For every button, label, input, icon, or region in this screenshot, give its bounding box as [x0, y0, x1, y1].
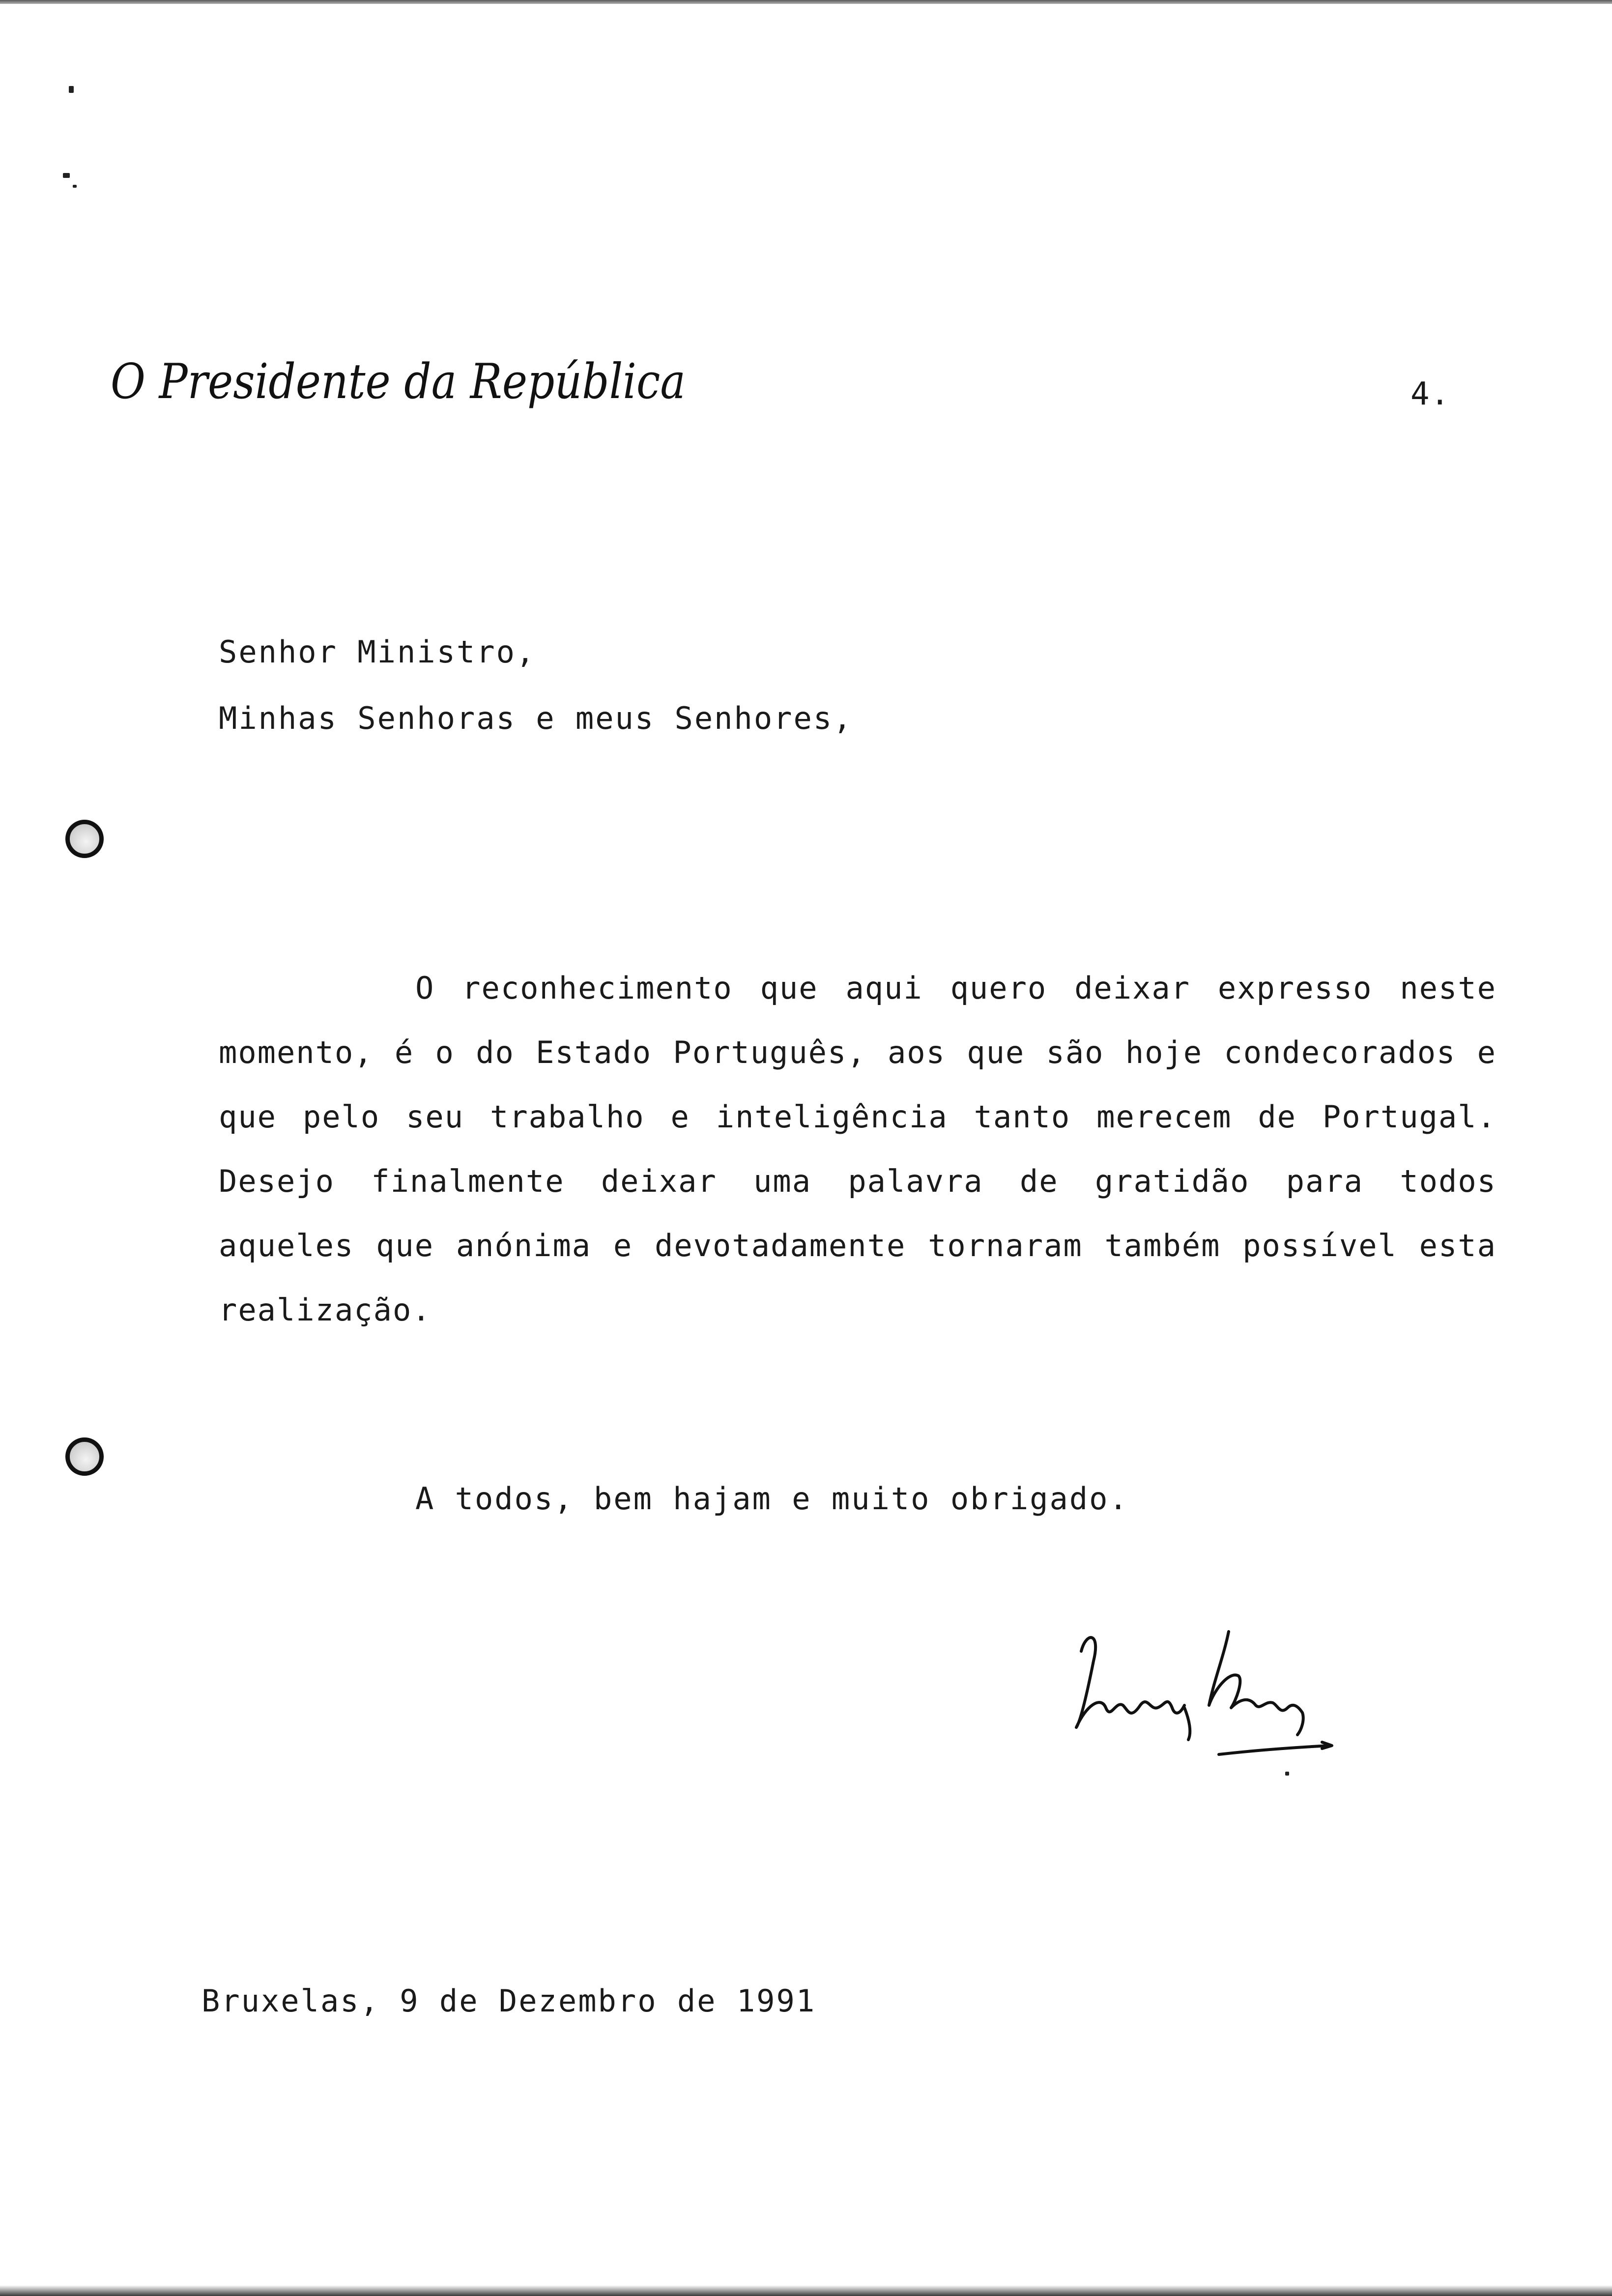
body-word: Português,: [673, 1034, 866, 1070]
body-word: de: [1258, 1099, 1297, 1135]
body-word: expresso: [1217, 970, 1373, 1006]
letterhead-script-logo: [106, 344, 695, 423]
body-word: possível: [1242, 1228, 1397, 1263]
body-word: merecem: [1096, 1099, 1232, 1135]
scan-speck: [63, 173, 70, 178]
body-word: deixar: [601, 1163, 717, 1199]
body-word: anónima: [456, 1228, 592, 1263]
body-word: Portugal.: [1322, 1099, 1497, 1135]
body-word: aqueles: [219, 1228, 354, 1263]
scan-edge-top: [0, 0, 1612, 4]
scan-speck: [73, 185, 77, 188]
body-word: e: [613, 1228, 633, 1263]
body-word: momento,: [219, 1034, 374, 1070]
body-word: que: [760, 970, 818, 1006]
body-line: [219, 1149, 1497, 1213]
body-word: O: [415, 970, 435, 1006]
body-line: [219, 1085, 1497, 1149]
body-word: hoje: [1125, 1034, 1203, 1070]
body-word: trabalho: [490, 1099, 645, 1135]
body-word: aqui: [845, 970, 923, 1006]
body-word: pelo: [302, 1099, 380, 1135]
body-word: aos: [887, 1034, 946, 1070]
punch-hole-bottom: [65, 1437, 104, 1476]
body-word: e: [1477, 1034, 1497, 1070]
scan-edge-bottom: [0, 2285, 1612, 2296]
body-word: esta: [1419, 1228, 1497, 1263]
body-word: de: [1019, 1163, 1059, 1199]
body-word: que: [376, 1228, 434, 1263]
body-word: o: [435, 1034, 455, 1070]
body-word: para: [1286, 1163, 1364, 1199]
body-word: tanto: [974, 1099, 1071, 1135]
body-word: Estado: [536, 1034, 652, 1070]
body-word: todos: [1400, 1163, 1497, 1199]
body-word: finalmente: [371, 1163, 565, 1199]
body-word: realização.: [219, 1292, 432, 1328]
body-word: gratidão: [1094, 1163, 1250, 1199]
body-word: Desejo: [219, 1163, 335, 1199]
scan-speck: [69, 86, 74, 93]
body-word: condecorados: [1224, 1034, 1456, 1070]
body-word: deixar: [1074, 970, 1191, 1006]
body-word: uma: [753, 1163, 812, 1199]
salutation-line-2: Minhas Senhoras e meus Senhores,: [219, 700, 853, 736]
body-word: inteligência: [716, 1099, 948, 1135]
body-word: neste: [1400, 970, 1497, 1006]
body-word: do: [476, 1034, 515, 1070]
closing-line: A todos, bem hajam e muito obrigado.: [415, 1481, 1129, 1517]
body-word: seu: [406, 1099, 464, 1135]
dateline: Bruxelas, 9 de Dezembro de 1991: [202, 1983, 816, 2019]
punch-hole-top: [65, 820, 104, 858]
body-word: tornaram: [928, 1228, 1083, 1263]
body-word: quero: [950, 970, 1047, 1006]
body-word: é: [394, 1034, 414, 1070]
body-word: são: [1046, 1034, 1104, 1070]
body-word: que: [967, 1034, 1025, 1070]
body-line: [219, 956, 1497, 1020]
page-number: 4.: [1410, 376, 1451, 412]
body-word: devotadamente: [655, 1228, 906, 1263]
handwritten-signature: [1066, 1622, 1342, 1784]
body-line: [219, 1278, 1497, 1342]
body-word: também: [1104, 1228, 1221, 1263]
body-word: reconhecimento: [462, 970, 733, 1006]
letterhead-title: O Presidente da República: [111, 354, 686, 410]
body-line: [219, 1020, 1497, 1085]
body-word: e: [670, 1099, 690, 1135]
body-line: [219, 1213, 1497, 1278]
body-word: palavra: [848, 1163, 983, 1199]
body-word: que: [219, 1099, 277, 1135]
body-paragraph: [219, 956, 1497, 1342]
salutation-line-1: Senhor Ministro,: [219, 634, 536, 670]
